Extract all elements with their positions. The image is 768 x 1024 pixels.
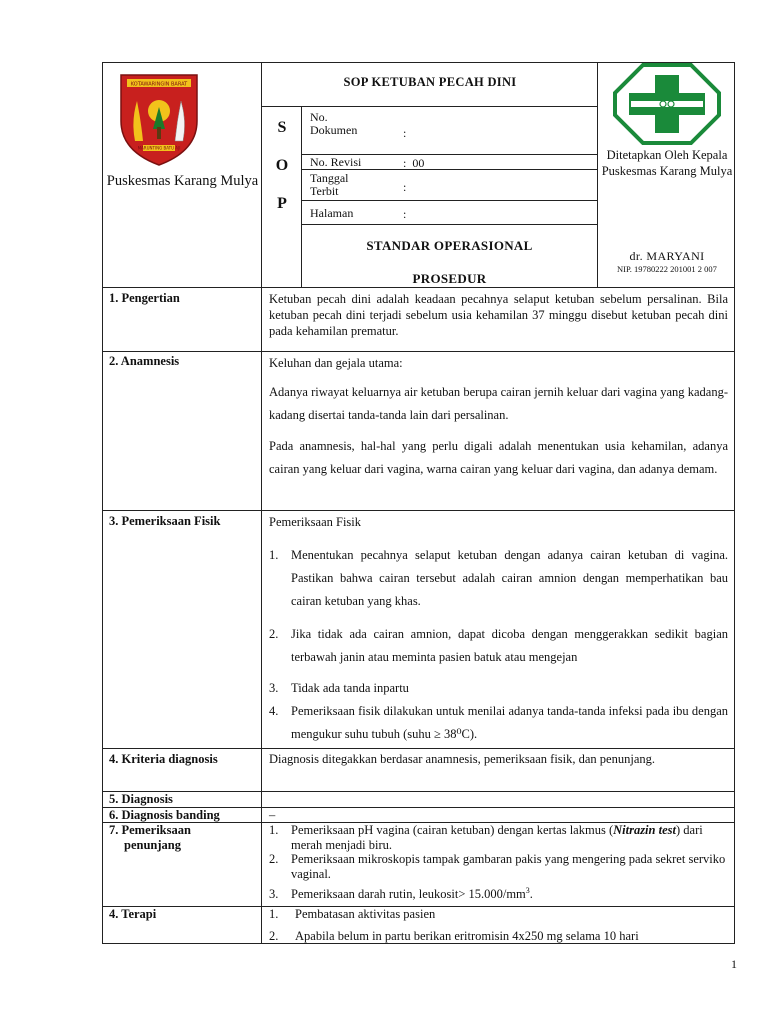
standard-title-line1: STANDAR OPERASIONAL bbox=[366, 238, 533, 253]
section-text: – bbox=[269, 808, 276, 822]
meta-value-no-dokumen: : bbox=[403, 126, 407, 140]
list-number: 2. bbox=[269, 929, 279, 943]
meta-value-no-revisi: : 00 bbox=[403, 156, 425, 170]
section-label: 2. Anamnesis bbox=[109, 354, 180, 368]
org-logo-cell bbox=[103, 63, 262, 287]
list-item bbox=[269, 623, 728, 669]
meta-label-tanggal-terbit: Tanggal Terbit bbox=[310, 171, 349, 198]
kotawaringin-crest-icon bbox=[113, 71, 205, 167]
section-intro: Keluhan dan gejala utama: bbox=[269, 356, 403, 370]
section-label: 3. Pemeriksaan Fisik bbox=[109, 514, 221, 528]
sop-letter-p: P bbox=[277, 195, 287, 212]
puskesmas-cross-icon bbox=[613, 63, 721, 145]
section-label: 4. Terapi bbox=[109, 907, 157, 921]
section-pemeriksaan-penunjang bbox=[102, 823, 735, 907]
section-terapi bbox=[102, 907, 735, 944]
crest-top-text: KOTAWARINGIN BARAT bbox=[130, 81, 188, 88]
section-content bbox=[269, 823, 728, 902]
list-number: 1. bbox=[269, 907, 279, 921]
list-item bbox=[269, 887, 728, 902]
sop-letters bbox=[263, 109, 301, 223]
meta-label-no-dokumen: No. Dokumen bbox=[310, 110, 358, 137]
section-label-line: penunjang bbox=[124, 838, 181, 852]
list-item bbox=[269, 677, 728, 700]
list-text: Menentukan pecahnya selaput ketuban dengan adanya cairan ketuban di vagina. Pastikan bahwa cairan tersebut adalah cairan amnion dengan memperhatikan bau cairan ketuban yang khas. bbox=[291, 548, 728, 608]
list-number: 4. bbox=[269, 704, 279, 718]
organization-name: Puskesmas Karang Mulya bbox=[106, 173, 259, 189]
section-paragraph: Adanya riwayat keluarnya air ketuban berupa cairan jernih keluar dari vagina yang kadang-kadang disertai tanda-tanda lain dari persalinan. bbox=[269, 385, 728, 422]
meta-value-tanggal-terbit: : bbox=[403, 180, 407, 194]
list-number: 3. bbox=[269, 681, 279, 695]
list-item bbox=[269, 929, 728, 943]
list-item bbox=[269, 907, 728, 921]
list-number: 1. bbox=[269, 823, 279, 837]
section-label: 5. Diagnosis bbox=[109, 792, 173, 806]
ditetapkan-oleh: Ditetapkan Oleh Kepala Puskesmas Karang Mulya bbox=[601, 148, 733, 178]
section-diagnosis bbox=[102, 792, 735, 808]
list-text: Apabila belum in partu berikan eritromisin 4x250 mg selama 10 hari bbox=[295, 929, 639, 943]
list-text: Jika tidak ada cairan amnion, dapat dicoba dengan menggerakkan sedikit bagian terbawah janin atau meminta pasien batuk atau mengejan bbox=[291, 627, 728, 664]
doctor-name: dr. MARYANI bbox=[629, 249, 705, 263]
section-pengertian bbox=[102, 288, 735, 352]
list-text: Pemeriksaan darah rutin, leukosit> 15.000/mm bbox=[291, 887, 526, 901]
section-kriteria-diagnosis bbox=[102, 749, 735, 792]
authority-cell bbox=[599, 63, 735, 287]
section-label: 4. Kriteria diagnosis bbox=[109, 752, 218, 766]
section-pemeriksaan-fisik bbox=[102, 511, 735, 749]
section-intro: Pemeriksaan Fisik bbox=[269, 515, 362, 529]
list-text-emphasis: Nitrazin test bbox=[613, 823, 676, 837]
list-text: ) dari merah menjadi biru. bbox=[291, 823, 703, 852]
section-text: Diagnosis ditegakkan berdasar anamnesis, pemeriksaan fisik, dan penunjang. bbox=[269, 752, 655, 766]
meta-label-no-revisi: No. Revisi bbox=[310, 155, 362, 169]
list-item bbox=[269, 823, 728, 852]
list-text: Pemeriksaan mikroskopis tampak gambaran pakis yang mengering pada sekret serviko vaginal. bbox=[291, 852, 726, 881]
section-content bbox=[269, 352, 728, 481]
sop-title: SOP KETUBAN PECAH DINI bbox=[343, 75, 517, 89]
sop-letter-o: O bbox=[275, 157, 289, 174]
page-number: 1 bbox=[731, 957, 737, 971]
meta-value-halaman: : bbox=[403, 207, 407, 221]
list-number: 3. bbox=[269, 887, 279, 901]
standard-title-line2: PROSEDUR bbox=[412, 271, 487, 286]
crest-bottom-text: MARUNTING BATU AJI bbox=[137, 145, 181, 151]
section-label: 1. Pengertian bbox=[109, 291, 180, 305]
sop-letter-s: S bbox=[277, 119, 287, 136]
doctor-nip: NIP. 19780222 201001 2 007 bbox=[617, 264, 717, 274]
list-item bbox=[269, 544, 728, 613]
section-label bbox=[109, 823, 191, 853]
list-text: Pemeriksaan fisik dilakukan untuk menilai adanya tanda-tanda infeksi pada ibu dengan mengukur suhu tubuh (suhu ≥ 38⁰C). bbox=[291, 704, 728, 741]
superscript: 3 bbox=[525, 885, 530, 895]
sop-header bbox=[102, 62, 735, 288]
list-text: Pembatasan aktivitas pasien bbox=[295, 907, 436, 921]
list-number: 2. bbox=[269, 852, 279, 866]
list-number: 1. bbox=[269, 548, 279, 562]
section-content bbox=[269, 907, 728, 943]
section-paragraph: Pada anamnesis, hal-hal yang perlu digali adalah menentukan usia kehamilan, adanya cairan yang keluar dari vagina, warna cairan yang keluar dari vagina, dan adanya demam. bbox=[269, 439, 728, 476]
section-label: 6. Diagnosis banding bbox=[109, 808, 220, 822]
list-text: Tidak ada tanda inpartu bbox=[291, 681, 409, 695]
section-content bbox=[269, 511, 728, 746]
section-anamnesis bbox=[102, 352, 735, 511]
list-item bbox=[269, 700, 728, 746]
section-diagnosis-banding bbox=[102, 808, 735, 823]
section-label-line: 7. Pemeriksaan bbox=[109, 823, 191, 837]
list-text: . bbox=[529, 887, 533, 901]
section-text: Ketuban pecah dini adalah keadaan pecahnya selaput ketuban sebelum persalinan. Bila ketuban pecah dini terjadi sebelum usia kehamilan 37 minggu disebut ketuban pecah dini pada kehamilan prematur. bbox=[269, 292, 728, 338]
list-item bbox=[269, 852, 728, 881]
meta-label-halaman: Halaman bbox=[310, 206, 354, 220]
list-number: 2. bbox=[269, 627, 279, 641]
list-text: Pemeriksaan pH vagina (cairan ketuban) dengan kertas lakmus ( bbox=[291, 823, 614, 837]
